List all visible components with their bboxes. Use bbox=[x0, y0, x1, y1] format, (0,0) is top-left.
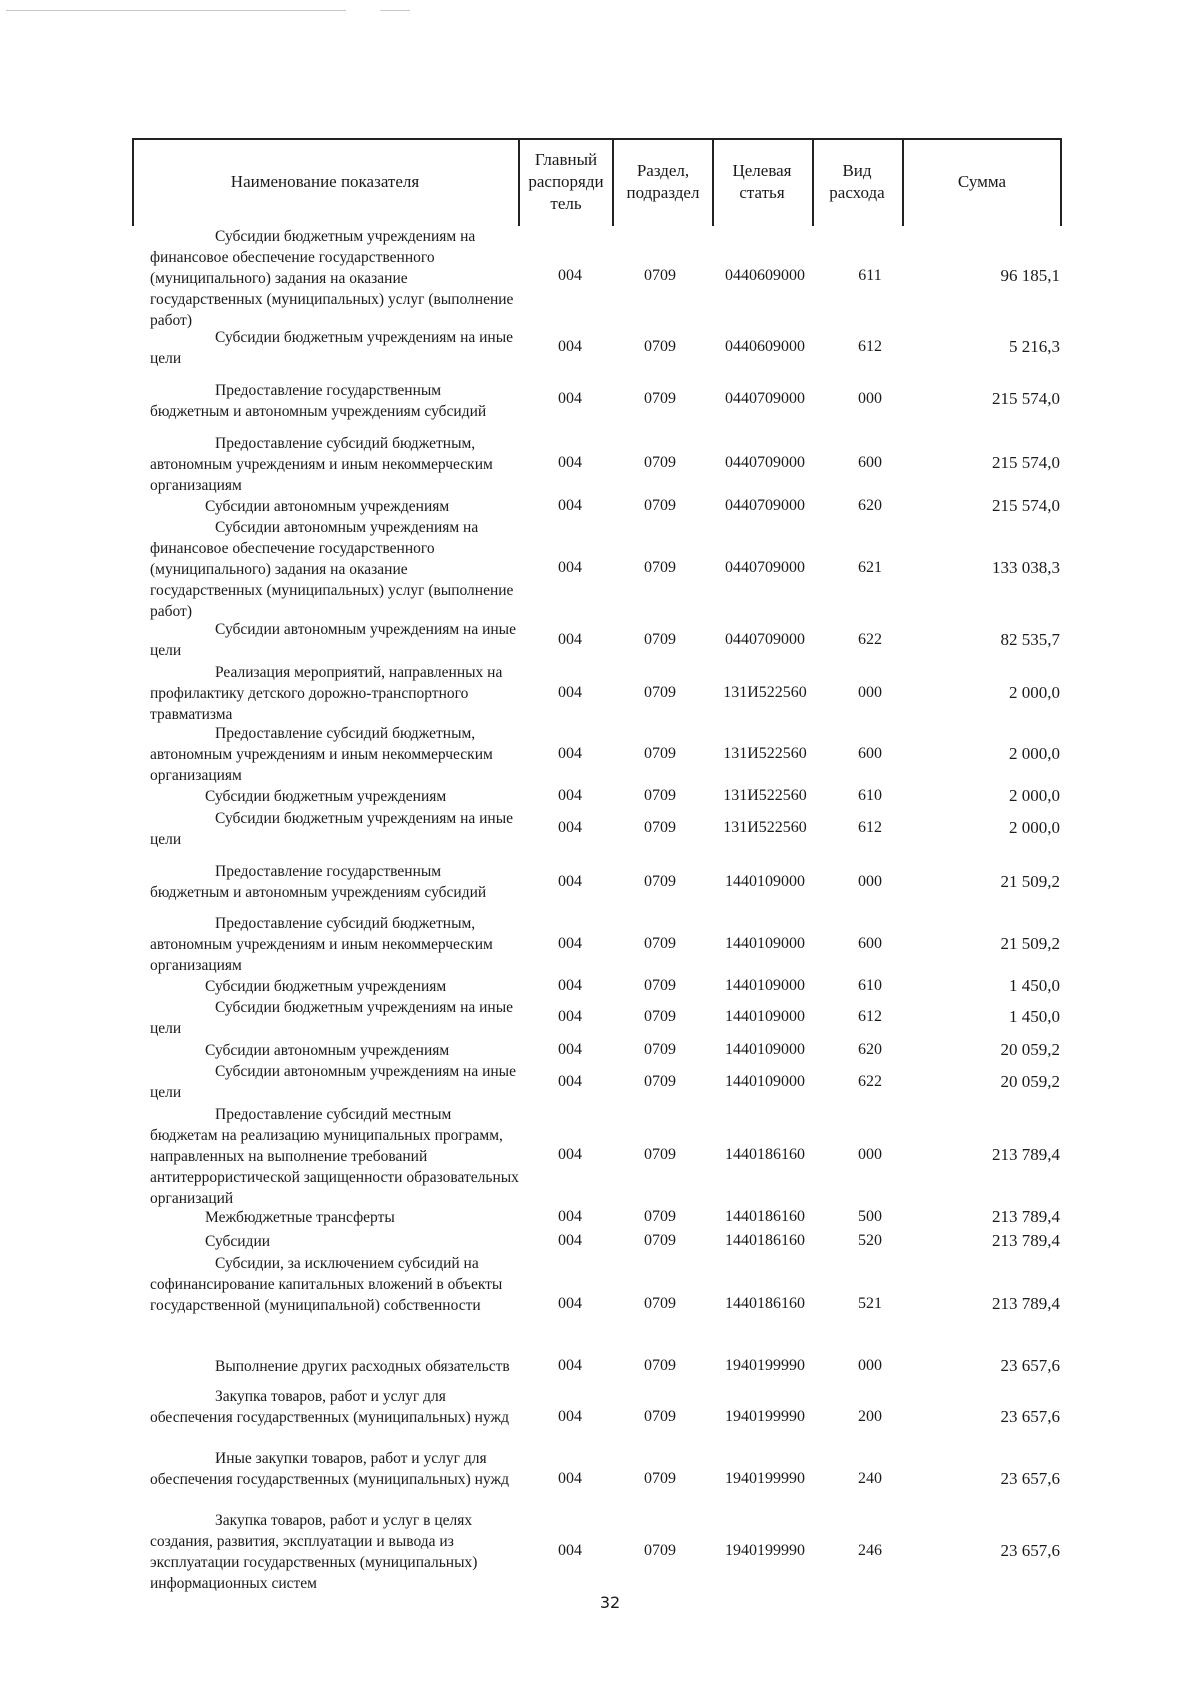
target-article-code: 1440186160 bbox=[725, 1208, 805, 1225]
main-admin-code: 004 bbox=[558, 819, 582, 836]
target-article-code: 1440109000 bbox=[725, 977, 805, 994]
amount-value: 23 657,6 bbox=[1000, 1469, 1060, 1488]
section-code: 0709 bbox=[644, 1232, 676, 1249]
indicator-name: Субсидии бюджетным учреждениям bbox=[205, 788, 447, 805]
amount-value: 215 574,0 bbox=[992, 496, 1060, 515]
expense-type-code: 622 bbox=[858, 631, 882, 648]
amount-value: 213 789,4 bbox=[992, 1294, 1060, 1313]
target-article-code: 0440709000 bbox=[725, 631, 805, 648]
amount-value: 215 574,0 bbox=[992, 389, 1060, 408]
expense-type-code: 520 bbox=[858, 1232, 882, 1249]
amount-value: 133 038,3 bbox=[992, 558, 1060, 577]
target-article-code: 1440109000 bbox=[725, 1041, 805, 1058]
target-article-code: 1440109000 bbox=[725, 935, 805, 952]
target-article-code: 1440109000 bbox=[725, 873, 805, 890]
main-admin-code: 004 bbox=[558, 631, 582, 648]
indicator-name: Субсидии bbox=[205, 1233, 271, 1250]
section-code: 0709 bbox=[644, 631, 676, 648]
amount-value: 1 450,0 bbox=[1009, 1007, 1060, 1026]
target-article-code: 131И522560 bbox=[723, 787, 807, 804]
target-article-code: 131И522560 bbox=[723, 819, 807, 836]
expense-type-code: 000 bbox=[858, 390, 882, 407]
expense-type-code: 600 bbox=[858, 745, 882, 762]
indicator-name: Закупка товаров, работ и услуг для обеспечения государственных (муниципальных) нужд bbox=[150, 1388, 510, 1426]
main-admin-code: 004 bbox=[558, 559, 582, 576]
amount-value: 215 574,0 bbox=[992, 453, 1060, 472]
indicator-name: Предоставление государственным бюджетным и автономным учреждениям субсидий bbox=[150, 382, 487, 420]
indicator-name: Выполнение других расходных обязательств bbox=[215, 1358, 510, 1375]
indicator-name: Субсидии автономным учреждениям bbox=[205, 498, 450, 515]
indicator-name: Закупка товаров, работ и услуг в целях создания, развития, эксплуатации и вывода из эксплуатации государственных (муниципальных) информационных систем bbox=[150, 1512, 478, 1592]
main-admin-code: 004 bbox=[558, 684, 582, 701]
target-article-code: 0440709000 bbox=[725, 559, 805, 576]
indicator-name: Межбюджетные трансферты bbox=[205, 1209, 395, 1226]
expense-type-code: 620 bbox=[858, 1041, 882, 1058]
indicator-name: Предоставление субсидий местным бюджетам на реализацию муниципальных программ, направленных на выполнение требований антитеррористической защищенности образовательных организаций bbox=[150, 1106, 519, 1207]
target-article-code: 0440609000 bbox=[725, 338, 805, 355]
header-amount: Сумма bbox=[957, 172, 1007, 191]
amount-value: 20 059,2 bbox=[1000, 1072, 1060, 1091]
target-article-code: 0440609000 bbox=[725, 267, 805, 284]
section-code: 0709 bbox=[644, 935, 676, 952]
target-article-code: 1940199990 bbox=[725, 1408, 805, 1425]
target-article-code: 0440709000 bbox=[725, 497, 805, 514]
section-code: 0709 bbox=[644, 684, 676, 701]
main-admin-code: 004 bbox=[558, 1408, 582, 1425]
expense-type-code: 240 bbox=[858, 1470, 882, 1487]
target-article-code: 1940199990 bbox=[725, 1542, 805, 1559]
header-main-admin: Главный распоряди тель bbox=[528, 150, 604, 213]
target-article-code: 131И522560 bbox=[723, 684, 807, 701]
main-admin-code: 004 bbox=[558, 1357, 582, 1374]
target-article-code: 1440186160 bbox=[725, 1232, 805, 1249]
main-admin-code: 004 bbox=[558, 935, 582, 952]
indicator-name: Субсидии бюджетным учреждениям на финансовое обеспечение государственного (муниципального) задания на оказание государственных (муниципальных) услуг (выполнение работ) bbox=[150, 228, 514, 329]
main-admin-code: 004 bbox=[558, 338, 582, 355]
section-code: 0709 bbox=[644, 787, 676, 804]
section-code: 0709 bbox=[644, 497, 676, 514]
section-code: 0709 bbox=[644, 1295, 676, 1312]
main-admin-code: 004 bbox=[558, 454, 582, 471]
section-code: 0709 bbox=[644, 1041, 676, 1058]
amount-value: 1 450,0 bbox=[1009, 976, 1060, 995]
main-admin-code: 004 bbox=[558, 1073, 582, 1090]
page-number: 32 bbox=[599, 1593, 621, 1612]
main-admin-code: 004 bbox=[558, 497, 582, 514]
section-code: 0709 bbox=[644, 1542, 676, 1559]
expense-type-code: 612 bbox=[858, 338, 882, 355]
amount-value: 21 509,2 bbox=[1000, 934, 1060, 953]
main-admin-code: 004 bbox=[558, 390, 582, 407]
indicator-name: Субсидии автономным учреждениям bbox=[205, 1042, 450, 1059]
amount-value: 2 000,0 bbox=[1009, 683, 1060, 702]
section-code: 0709 bbox=[644, 819, 676, 836]
expense-type-code: 500 bbox=[858, 1208, 882, 1225]
section-code: 0709 bbox=[644, 873, 676, 890]
target-article-code: 1940199990 bbox=[725, 1470, 805, 1487]
amount-value: 21 509,2 bbox=[1000, 872, 1060, 891]
indicator-name: Субсидии, за исключением субсидий на софинансирование капитальных вложений в объекты государственной (муниципальной) собственности bbox=[150, 1255, 503, 1314]
expense-type-code: 621 bbox=[858, 559, 882, 576]
main-admin-code: 004 bbox=[558, 977, 582, 994]
header-expense-type: Вид расхода bbox=[829, 161, 885, 202]
section-code: 0709 bbox=[644, 390, 676, 407]
expense-type-code: 622 bbox=[858, 1073, 882, 1090]
expense-type-code: 000 bbox=[858, 684, 882, 701]
section-code: 0709 bbox=[644, 559, 676, 576]
expense-type-code: 600 bbox=[858, 935, 882, 952]
expense-type-code: 246 bbox=[858, 1542, 882, 1559]
expense-type-code: 600 bbox=[858, 454, 882, 471]
section-code: 0709 bbox=[644, 1208, 676, 1225]
section-code: 0709 bbox=[644, 1008, 676, 1025]
indicator-name: Предоставление субсидий бюджетным, автономным учреждениям и иным некоммерческим организациям bbox=[150, 725, 493, 784]
target-article-code: 1440186160 bbox=[725, 1146, 805, 1163]
indicator-name: Субсидии бюджетным учреждениям на иные цели bbox=[150, 999, 514, 1037]
amount-value: 20 059,2 bbox=[1000, 1040, 1060, 1059]
expense-type-code: 611 bbox=[858, 267, 882, 284]
main-admin-code: 004 bbox=[558, 787, 582, 804]
amount-value: 96 185,1 bbox=[1000, 266, 1060, 285]
main-admin-code: 004 bbox=[558, 267, 582, 284]
indicator-name: Реализация мероприятий, направленных на профилактику детского дорожно-транспортного травматизма bbox=[150, 664, 503, 723]
indicator-name: Предоставление субсидий бюджетным, автономным учреждениям и иным некоммерческим организациям bbox=[150, 435, 493, 494]
main-admin-code: 004 bbox=[558, 745, 582, 762]
expense-type-code: 000 bbox=[858, 1357, 882, 1374]
indicator-name: Субсидии бюджетным учреждениям на иные цели bbox=[150, 810, 514, 848]
target-article-code: 1440109000 bbox=[725, 1008, 805, 1025]
target-article-code: 1440186160 bbox=[725, 1295, 805, 1312]
header-section: Раздел, подраздел bbox=[626, 161, 700, 202]
indicator-name: Субсидии бюджетным учреждениям на иные цели bbox=[150, 329, 514, 367]
indicator-name: Субсидии автономным учреждениям на иные цели bbox=[150, 621, 516, 659]
indicator-name: Субсидии автономным учреждениям на финансовое обеспечение государственного (муниципального) задания на оказание государственных (муниципальных) услуг (выполнение работ) bbox=[150, 519, 514, 620]
amount-value: 2 000,0 bbox=[1009, 786, 1060, 805]
target-article-code: 1440109000 bbox=[725, 1073, 805, 1090]
section-code: 0709 bbox=[644, 267, 676, 284]
section-code: 0709 bbox=[644, 1470, 676, 1487]
section-code: 0709 bbox=[644, 1146, 676, 1163]
expense-type-code: 521 bbox=[858, 1295, 882, 1312]
main-admin-code: 004 bbox=[558, 1008, 582, 1025]
amount-value: 23 657,6 bbox=[1000, 1541, 1060, 1560]
target-article-code: 1940199990 bbox=[725, 1357, 805, 1374]
main-admin-code: 004 bbox=[558, 1470, 582, 1487]
expense-type-code: 000 bbox=[858, 873, 882, 890]
amount-value: 213 789,4 bbox=[992, 1145, 1060, 1164]
expense-type-code: 610 bbox=[858, 787, 882, 804]
main-admin-code: 004 bbox=[558, 1041, 582, 1058]
header-target-article: Целевая статья bbox=[732, 161, 792, 202]
expense-type-code: 612 bbox=[858, 1008, 882, 1025]
amount-value: 213 789,4 bbox=[992, 1207, 1060, 1226]
amount-value: 2 000,0 bbox=[1009, 744, 1060, 763]
main-admin-code: 004 bbox=[558, 1232, 582, 1249]
expense-type-code: 620 bbox=[858, 497, 882, 514]
section-code: 0709 bbox=[644, 977, 676, 994]
amount-value: 2 000,0 bbox=[1009, 818, 1060, 837]
section-code: 0709 bbox=[644, 1073, 676, 1090]
section-code: 0709 bbox=[644, 745, 676, 762]
target-article-code: 0440709000 bbox=[725, 390, 805, 407]
header-name: Наименование показателя bbox=[230, 172, 420, 191]
indicator-name: Предоставление субсидий бюджетным, автономным учреждениям и иным некоммерческим организациям bbox=[150, 915, 493, 974]
expense-type-code: 000 bbox=[858, 1146, 882, 1163]
main-admin-code: 004 bbox=[558, 1295, 582, 1312]
main-admin-code: 004 bbox=[558, 1146, 582, 1163]
section-code: 0709 bbox=[644, 1357, 676, 1374]
indicator-name: Субсидии бюджетным учреждениям bbox=[205, 978, 447, 995]
target-article-code: 131И522560 bbox=[723, 745, 807, 762]
section-code: 0709 bbox=[644, 1408, 676, 1425]
target-article-code: 0440709000 bbox=[725, 454, 805, 471]
amount-value: 5 216,3 bbox=[1009, 337, 1060, 356]
amount-value: 82 535,7 bbox=[1000, 630, 1060, 649]
section-code: 0709 bbox=[644, 454, 676, 471]
expense-type-code: 612 bbox=[858, 819, 882, 836]
expense-type-code: 200 bbox=[858, 1408, 882, 1425]
expense-type-code: 610 bbox=[858, 977, 882, 994]
indicator-name: Субсидии автономным учреждениям на иные цели bbox=[150, 1063, 516, 1101]
amount-value: 213 789,4 bbox=[992, 1231, 1060, 1250]
amount-value: 23 657,6 bbox=[1000, 1407, 1060, 1426]
amount-value: 23 657,6 bbox=[1000, 1356, 1060, 1375]
main-admin-code: 004 bbox=[558, 1208, 582, 1225]
main-admin-code: 004 bbox=[558, 873, 582, 890]
indicator-name: Предоставление государственным бюджетным и автономным учреждениям субсидий bbox=[150, 863, 487, 901]
main-admin-code: 004 bbox=[558, 1542, 582, 1559]
section-code: 0709 bbox=[644, 338, 676, 355]
indicator-name: Иные закупки товаров, работ и услуг для обеспечения государственных (муниципальных) нужд bbox=[150, 1450, 510, 1488]
